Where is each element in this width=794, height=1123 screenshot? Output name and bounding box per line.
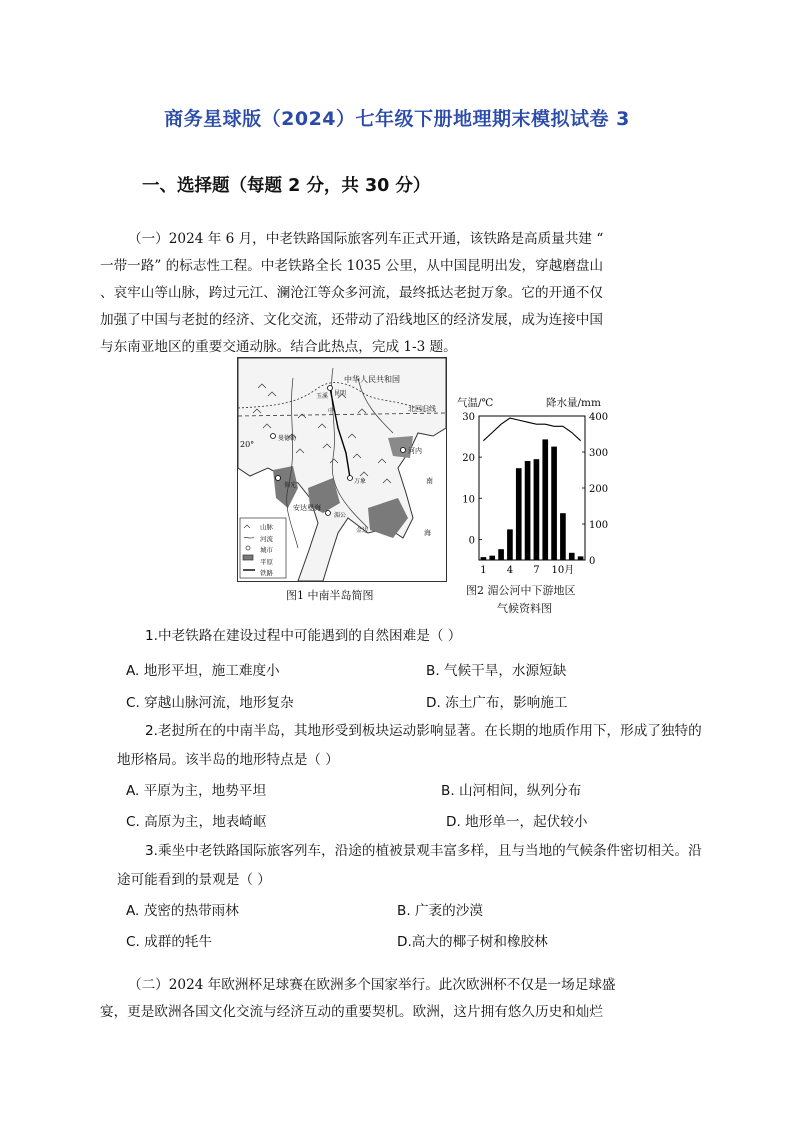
legend-plain: 平原 [260,557,273,566]
map-label-kunming: 昆明 [334,390,347,397]
figure-1-caption: 图1 中南半岛简图 [286,589,374,602]
passage-2-line: （二）2024 年欧洲杯足球赛在欧洲多个国家举行。此次欧洲杯不仅是一场足球盛 [128,977,616,993]
precip-bar [569,553,575,560]
passage-1-line: 加强了中国与老挝的经济、文化交流，还带动了沿线地区的经济发展，成为连接中国 [100,312,603,328]
map-label-yuxi: 玉溪 [316,393,329,400]
precip-bar [481,557,487,560]
left-tick-label: 0 [468,535,475,547]
left-tick-label: 30 [462,412,475,423]
right-tick-label: 0 [589,556,596,567]
chart-right-axis-title: 降水量/mm [546,397,601,409]
indochina-map [237,357,447,582]
precip-bar [516,468,522,560]
passage-2-line: 宴，更是欧洲各国文化交流与经济互动的重要契机。欧洲，这片拥有悠久历史和灿烂 [100,1004,603,1020]
map-label-mandalay: 曼德勒 [278,435,297,442]
question-1-option-c[interactable]: C. 穿越山脉河流，地形复杂 [126,695,294,711]
map-label-country: 中华人民共和国 [344,375,400,384]
chart-left-axis-title: 气温/℃ [457,397,494,409]
legend-mountain: 山脉 [260,523,273,531]
figure-2-caption-line1: 图2 湄公河中下游地区 [466,584,576,597]
figure-2-caption-line2: 气候资料图 [497,602,552,615]
question-2-option-c[interactable]: C. 高原为主，地表崎岖 [126,814,267,830]
question-1-stem: 1.中老铁路在建设过程中可能遇到的自然困难是（ ） [145,628,462,644]
passage-1-line: （一）2024 年 6 月，中老铁路国际旅客列车正式开通，该铁路是高质量共建 “ [128,231,604,247]
precip-bar [534,459,540,560]
right-tick-label: 400 [589,412,609,423]
x-tick-label: 4 [506,565,514,576]
question-2-stem: 2.老挝所在的中南半岛，其地形受到板块运动影响显著。在长期的地质作用下，形成了独特的地形格局。该半岛的地形特点是（ ） [117,723,702,768]
map-label-sea: 海 [424,529,431,537]
map-label-vientiane: 万象 [354,478,367,485]
question-1-option-b[interactable]: B. 气候干旱，水源短缺 [426,663,567,679]
chart-frame [479,416,585,560]
precip-bar [507,529,513,560]
legend-river: 河流 [260,534,273,543]
question-1-option-a[interactable]: A. 地形平坦，施工难度小 [126,663,280,679]
x-tick-label: 7 [533,565,540,576]
question-2-option-b[interactable]: B. 山河相间，纵列分布 [441,783,582,799]
question-2-option-a[interactable]: A. 平原为主，地势平坦 [126,783,267,799]
passage-1-line: 、哀牢山等山脉，跨过元江、澜沧江等众多河流，最终抵达老挝万象。它的开通不仅 [100,285,603,301]
section-heading: 一、选择题（每题 2 分，共 30 分） [142,176,431,196]
right-tick-label: 200 [589,484,609,495]
precip-bar [489,556,495,560]
precip-bar [498,549,504,560]
map-label-phnom: 金边 [356,527,369,534]
question-3-option-c[interactable]: C. 成群的牦牛 [126,934,213,950]
right-tick-label: 300 [589,448,609,459]
map-legend [260,522,273,580]
map-label-hanoi: 河内 [408,447,422,455]
question-3-stem: 3.乘坐中老铁路国际旅客列车，沿途的植被景观丰富多样，且与当地的气候条件密切相关。沿途可能看到的景观是（ ） [117,843,702,888]
temperature-line [483,418,580,441]
climate-plot [452,392,622,577]
passage-1-line: 一带一路” 的标志性工程。中老铁路全长 1035 公里，从中国昆明出发，穿越磨盘山 [100,258,604,274]
legend-railway: 铁路 [260,569,273,577]
precip-bar [578,556,584,560]
map-label-andaman: 安达曼海 [293,504,321,512]
left-tick-label: 20 [462,453,475,465]
x-tick-label: 10月 [551,565,575,576]
left-tick-label: 10 [462,494,475,506]
precip-bar [560,513,566,560]
precip-bar [525,461,531,560]
exam-title: 商务星球版（2024）七年级下册地理期末模拟试卷 3 [164,108,630,130]
question-1-option-d[interactable]: D. 冻土广布，影响施工 [426,695,568,711]
question-2-option-d[interactable]: D. 地形单一，起伏较小 [446,814,588,830]
map-label-lat20: 20° [240,440,255,449]
map-label-tropic: 北回归线 [408,405,436,413]
question-3-option-b[interactable]: B. 广袤的沙漠 [397,903,483,919]
map-label-zhong: 中 [328,408,335,415]
right-tick-label: 100 [589,520,609,531]
precip-bar [542,439,548,560]
passage-1-line: 与东南亚地区的重要交通动脉。结合此热点，完成 1-3 题。 [100,339,457,355]
map-label-mekong: 湄公 [334,512,347,519]
climate-chart [452,392,622,577]
map-label-yangon: 仰光 [284,482,297,489]
map-label-south: 南 [426,477,433,485]
precip-bar [551,447,557,560]
x-tick-label: 1 [480,565,487,576]
question-3-option-a[interactable]: A. 茂密的热带雨林 [126,903,239,919]
question-3-option-d[interactable]: D.高大的椰子树和橡胶林 [397,934,548,950]
legend-city: 城市 [260,546,273,554]
